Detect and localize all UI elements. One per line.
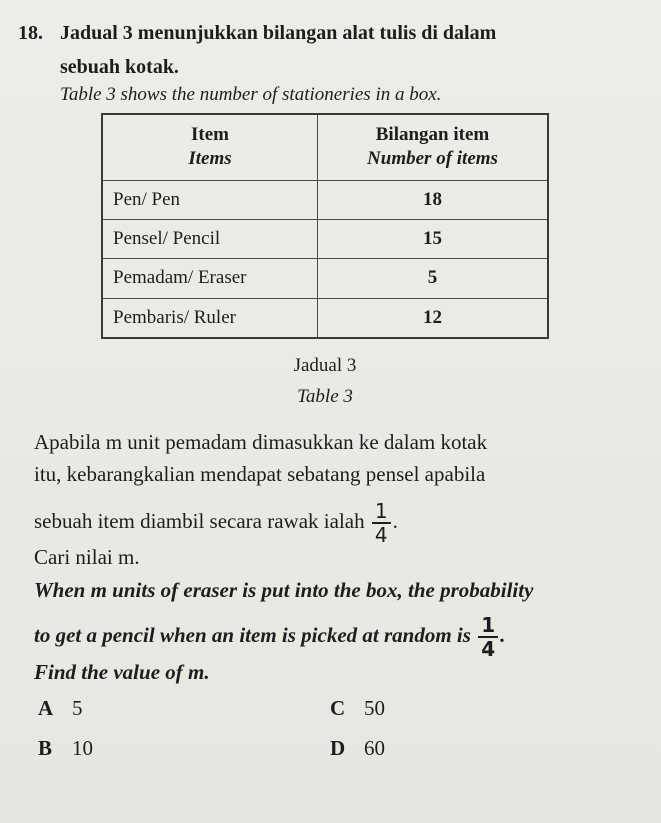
header-count — [318, 114, 549, 180]
header-items-english: Items — [188, 148, 232, 170]
row-item-eraser: Pemadam/ Eraser — [102, 259, 318, 298]
option-c-letter: C — [330, 696, 346, 720]
option-a-letter: A — [38, 696, 54, 720]
stationery-table — [101, 113, 549, 339]
option-a-value: 5 — [72, 696, 83, 720]
table-row — [102, 259, 548, 298]
english-intro: Table 3 shows the number of stationeries in a box. — [60, 84, 442, 105]
table-row — [102, 219, 548, 258]
option-d[interactable] — [330, 736, 385, 761]
table-caption-english: Table 3 — [297, 386, 353, 407]
fraction-denominator: 4 — [481, 637, 496, 662]
fraction-numerator: 1 — [481, 613, 496, 638]
malay-intro-line-1: Jadual 3 menunjukkan bilangan alat tulis di dalam — [60, 22, 497, 44]
malay-body-line-3 — [34, 496, 398, 546]
row-item-pencil: Pensel/ Pencil — [102, 219, 318, 258]
row-count-pen: 18 — [318, 180, 549, 219]
english-body-line-3: Find the value of m. — [34, 660, 210, 684]
table-row — [102, 298, 548, 338]
option-d-letter: D — [330, 736, 346, 760]
option-b-value: 10 — [72, 736, 93, 760]
option-d-value: 60 — [364, 736, 385, 760]
fraction-denominator: 4 — [374, 523, 388, 548]
fraction-numerator: 1 — [374, 499, 388, 524]
header-count-malay: Bilangan item — [375, 124, 490, 146]
header-count-english: Number of items — [367, 148, 498, 170]
row-item-pen: Pen/ Pen — [102, 180, 318, 219]
header-items-malay: Item — [191, 124, 229, 146]
english-probability-fraction — [478, 614, 498, 660]
table-caption-malay: Jadual 3 — [293, 355, 357, 376]
malay-body-line-3-end: . — [392, 509, 398, 533]
malay-body-line-4: Cari nilai m. — [34, 545, 140, 569]
row-count-pencil: 15 — [318, 219, 549, 258]
english-body-line-2-text: to get a pencil when an item is picked at random is — [34, 623, 471, 647]
row-count-eraser: 5 — [318, 259, 549, 298]
english-body-line-1: When m units of eraser is put into the box, the probability — [34, 578, 534, 602]
option-a[interactable] — [38, 696, 83, 721]
malay-intro-line-2: sebuah kotak. — [60, 56, 179, 78]
malay-probability-fraction — [372, 500, 391, 546]
row-item-ruler: Pembaris/ Ruler — [102, 298, 318, 338]
option-c[interactable] — [330, 696, 385, 721]
header-items — [102, 114, 318, 180]
option-c-value: 50 — [364, 696, 385, 720]
malay-body-line-2: itu, kebarangkalian mendapat sebatang pensel apabila — [34, 462, 486, 486]
row-count-ruler: 12 — [318, 298, 549, 338]
table-row — [102, 180, 548, 219]
english-body-line-2 — [34, 610, 505, 660]
english-body-line-2-end: . — [500, 623, 506, 647]
malay-body-line-1: Apabila m unit pemadam dimasukkan ke dalam kotak — [34, 430, 488, 454]
malay-body-line-3-text: sebuah item diambil secara rawak ialah — [34, 509, 365, 533]
table-header-row — [102, 114, 548, 180]
option-b[interactable] — [38, 736, 93, 761]
option-b-letter: B — [38, 736, 53, 760]
question-number: 18. — [18, 22, 43, 44]
